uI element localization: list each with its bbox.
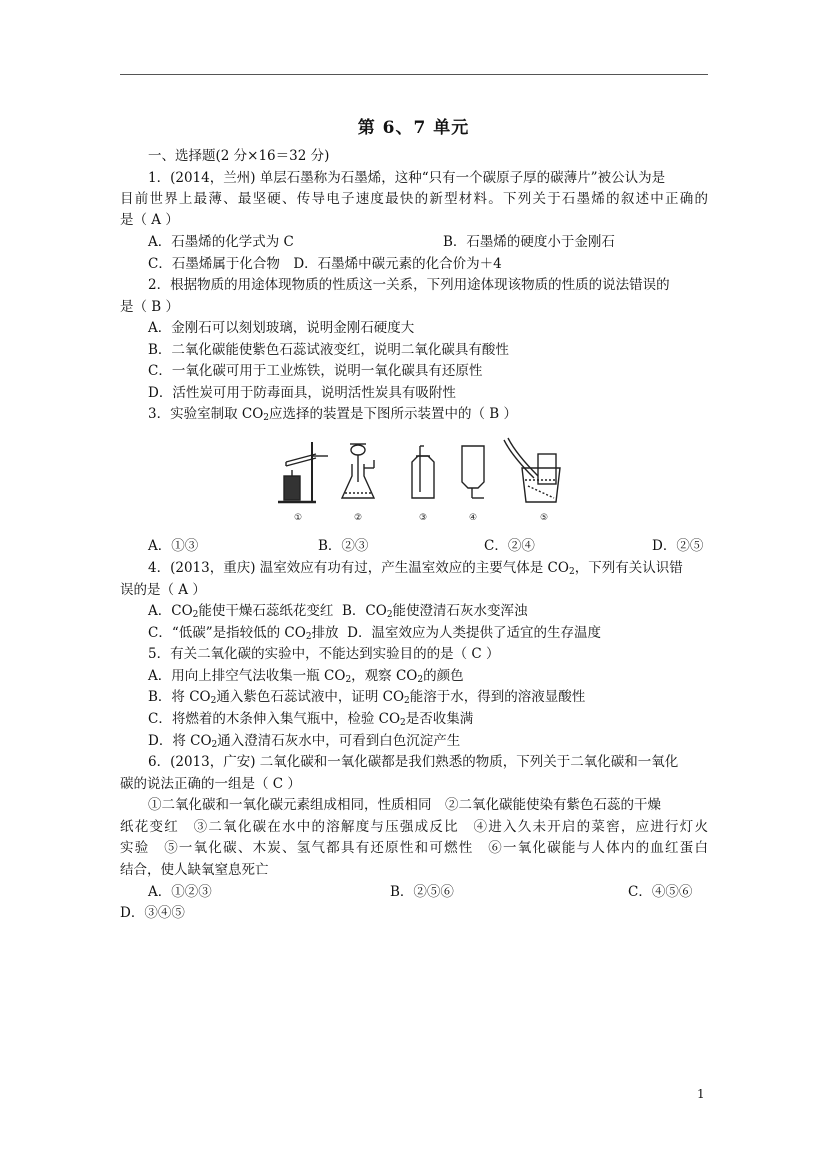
q6-option-a: A．①②③ — [148, 884, 212, 900]
apparatus-label-3: ③ — [418, 513, 428, 523]
apparatus-figure — [272, 436, 562, 526]
apparatus-1-heating-tube — [278, 442, 328, 502]
q6-line6: 结合，使人缺氧窒息死亡 — [120, 862, 269, 878]
header-rule — [120, 74, 708, 75]
q1-option-cd: C．石墨烯属于化合物 D．石墨烯中碳元素的化合价为＋4 — [148, 256, 502, 272]
q6-option-b: B．②⑤⑥ — [390, 884, 454, 900]
q4-option-ab: A．$CO_2$能使干燥石蕊纸花变红 B．$CO_2$能使澄清石灰水变浑浊 — [148, 603, 528, 620]
q1-option-a: A．石墨烯的化学式为 C — [148, 234, 294, 250]
apparatus-label-5: ⑤ — [539, 513, 549, 523]
apparatus-5-water-trough — [504, 438, 560, 502]
q5-option-c: C．将燃着的木条伸入集气瓶中，检验 $CO_2$是否收集满 — [148, 711, 474, 728]
q3-option-b: B．②③ — [318, 538, 369, 554]
apparatus-label-4: ④ — [468, 513, 478, 523]
q3-stem: 3．实验室制取 $CO_2$应选择的装置是下图所示装置中的（ B ） — [148, 406, 518, 423]
q2-option-b: B．二氧化碳能使紫色石蕊试液变红，说明二氧化碳具有酸性 — [148, 342, 509, 358]
q2-option-a: A．金刚石可以刻划玻璃，说明金刚石硬度大 — [148, 320, 415, 336]
q4-line2: 误的是（ A ） — [120, 582, 206, 598]
q6-line2: 碳的说法正确的一组是（ C ） — [120, 776, 301, 792]
q5-option-b: B．将 $CO_2$通入紫色石蕊试液中，证明 $CO_2$能溶于水，得到的溶液显酸性 — [148, 689, 586, 706]
q5-stem: 5．有关二氧化碳的实验中，不能达到实验目的的是（ C ） — [148, 646, 500, 662]
q4-option-cd: C．“低碳”是指较低的 $CO_2$排放 D．温室效应为人类提供了适宜的生存温度 — [148, 625, 601, 642]
q6-line4: 纸花变红 ③二氧化碳在水中的溶解度与压强成反比 ④进入久未开启的菜窖，应进行灯火 — [120, 819, 708, 835]
q6-line5: 实验 ⑤一氧化碳、木炭、氢气都具有还原性和可燃性 ⑥一氧化碳能与人体内的血红蛋白 — [120, 840, 708, 856]
q1-line1: 1．(2014，兰州) 单层石墨称为石墨烯，这种“只有一个碳原子厚的碳薄片”被公认为是 — [148, 170, 666, 186]
q2-option-d: D．活性炭可用于防毒面具，说明活性炭具有吸附性 — [148, 385, 456, 401]
q3-option-d: D．②⑤ — [652, 538, 704, 554]
apparatus-4-gas-bottle-down — [462, 446, 484, 498]
apparatus-label-2: ② — [353, 513, 363, 523]
page-title: 第 6、7 单元 — [357, 118, 470, 138]
q3-option-c: C．②④ — [484, 538, 535, 554]
section-heading: 一、选择题(2 分×16＝32 分) — [148, 148, 330, 164]
q4-line1: 4．(2013，重庆) 温室效应有功有过，产生温室效应的主要气体是 $CO_2$，下列有关认识错 — [148, 560, 683, 577]
q6-line1: 6．(2013，广安) 二氧化碳和一氧化碳都是我们熟悉的物质，下列关于二氧化碳和一氧化 — [148, 754, 679, 770]
q2-line2: 是（ B ） — [120, 299, 180, 315]
q2-line1: 2．根据物质的用途体现物质的性质这一关系，下列用途体现该物质的性质的说法错误的 — [148, 277, 670, 293]
q2-option-c: C．一氧化碳可用于工业炼铁，说明一氧化碳具有还原性 — [148, 363, 483, 379]
q5-option-d: D．将 $CO_2$通入澄清石灰水中，可看到白色沉淀产生 — [148, 733, 461, 750]
q6-line3: ①二氧化碳和一氧化碳元素组成相同，性质相同 ②二氧化碳能使染有紫色石蕊的干燥 — [148, 797, 661, 813]
q1-line3: 是（ A ） — [120, 212, 179, 228]
apparatus-3-gas-bottle-up — [412, 446, 434, 498]
q1-option-b: B．石墨烯的硬度小于金刚石 — [443, 234, 615, 250]
q6-option-c: C．④⑤⑥ — [628, 884, 693, 900]
apparatus-label-1: ① — [293, 513, 303, 523]
page-number: 1 — [697, 1087, 705, 1101]
q1-line2: 目前世界上最薄、最坚硬、传导电子速度最快的新型材料。下列关于石墨烯的叙述中正确的 — [120, 191, 708, 207]
q3-option-a: A．①③ — [148, 538, 199, 554]
q5-option-a: A．用向上排空气法收集一瓶 $CO_2$，观察 $CO_2$的颜色 — [148, 668, 464, 685]
q6-option-d: D．③④⑤ — [120, 905, 185, 921]
apparatus-2-flask-funnel — [342, 444, 374, 498]
